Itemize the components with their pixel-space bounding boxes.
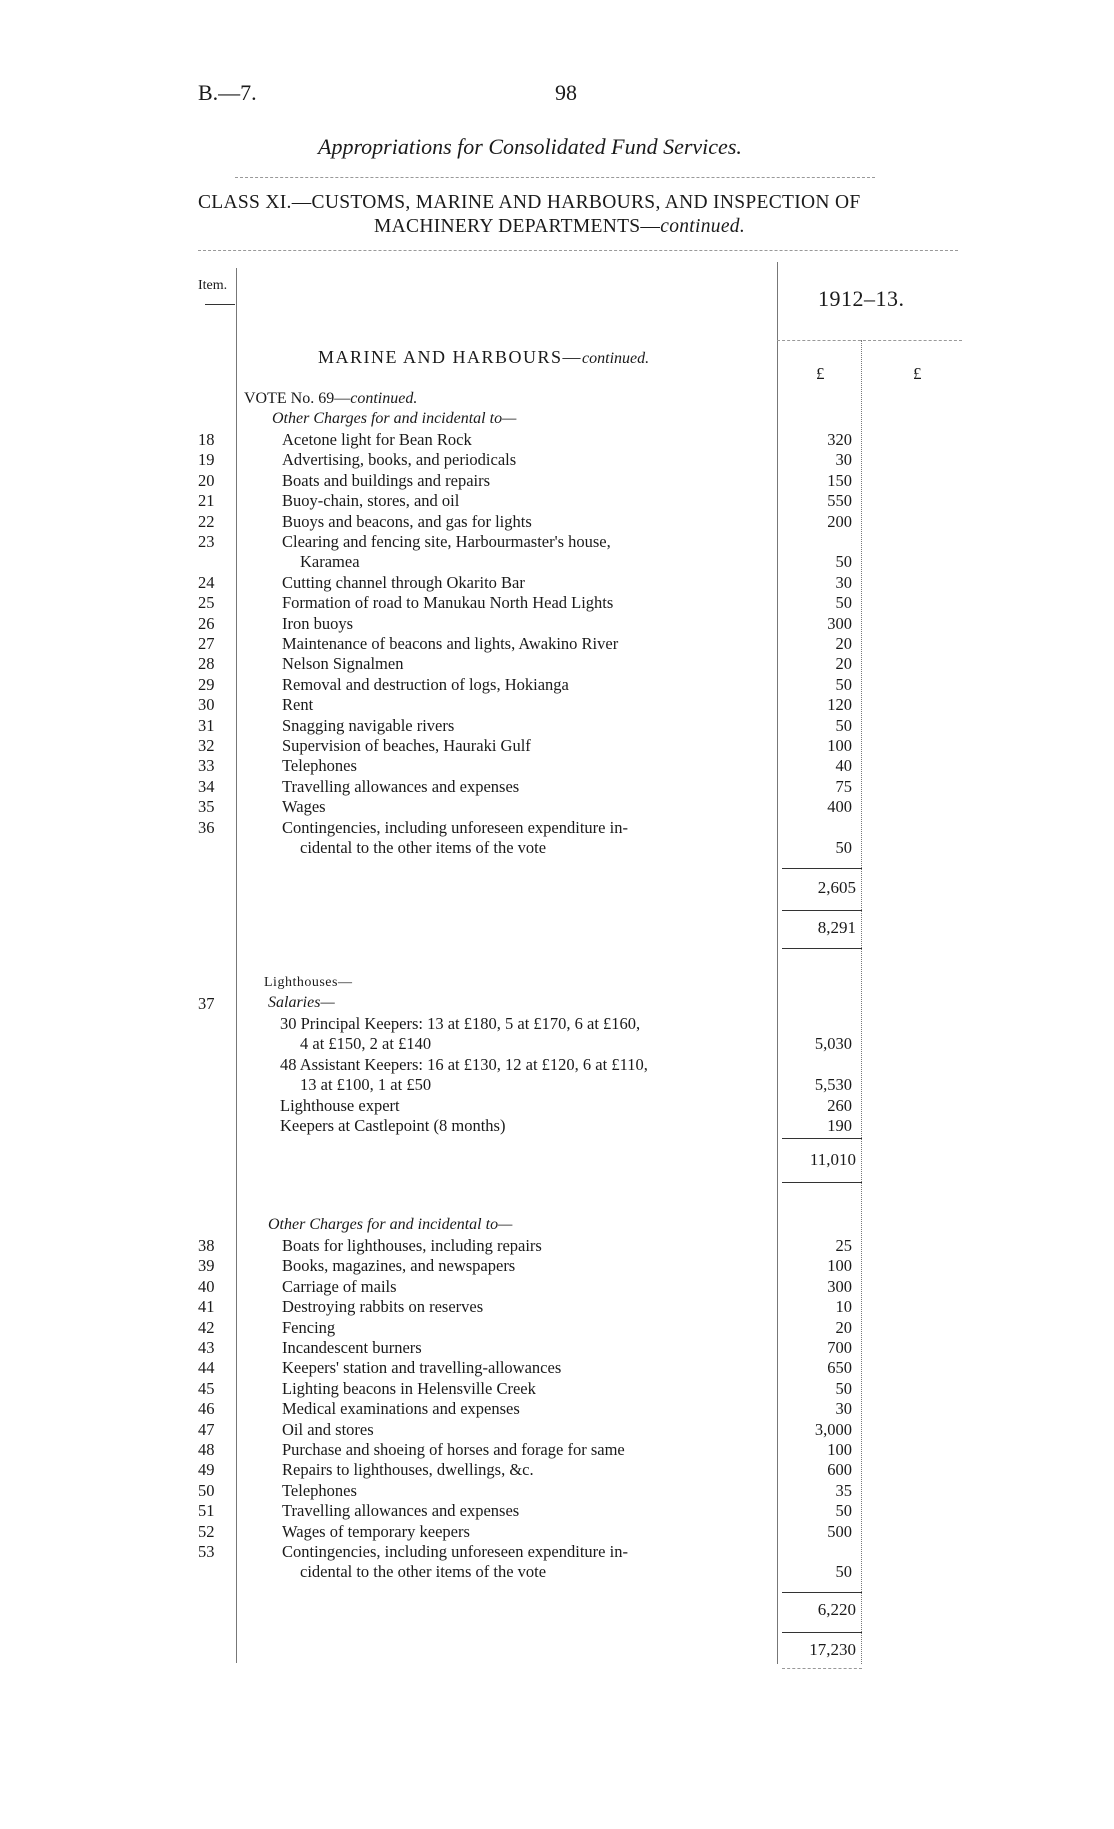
item-amount: 50: [835, 1378, 852, 1398]
item-amount: 50: [835, 715, 852, 735]
item-description: Removal and destruction of logs, Hokianga: [282, 674, 569, 694]
item-description: Purchase and shoeing of horses and forage for same: [282, 1440, 625, 1459]
table-row: [0, 818, 1114, 838]
class-heading-line1: CLASS XI.—CUSTOMS, MARINE AND HARBOURS, AND INSPECTION OF: [198, 192, 861, 213]
item-number: 47: [198, 1419, 215, 1439]
vote-heading: [244, 390, 417, 408]
item-number: 49: [198, 1460, 215, 1480]
item-amount: 20: [835, 654, 852, 674]
item-amount: 190: [827, 1116, 852, 1135]
item-amount: 20: [835, 634, 852, 653]
item-number: 25: [198, 593, 215, 613]
item-number: 48: [198, 1440, 215, 1459]
item-description: Incandescent burners: [282, 1338, 422, 1357]
item-number: 29: [198, 674, 215, 694]
other-charges-heading: Other Charges for and incidental to—: [268, 1216, 513, 1233]
item-amount: 300: [827, 613, 852, 633]
item-description: Travelling allowances and expenses: [282, 1501, 520, 1521]
item-description: Telephones: [282, 756, 357, 776]
table-row: [0, 1297, 1114, 1317]
table-row: [0, 1256, 1114, 1276]
item-description: Buoys and beacons, and gas for lights: [282, 511, 532, 531]
item-description-cont: cidental to the other items of the vote: [300, 1562, 547, 1582]
table-row: [0, 471, 1114, 491]
page-number: 98: [555, 80, 577, 105]
item-description-cont: 13 at £100, 1 at £50: [300, 1075, 432, 1095]
table-row: [0, 736, 1114, 756]
item-description: 30 Principal Keepers: 13 at £180, 5 at £170, 6 at £160,: [280, 1014, 641, 1033]
grand-total: 17,230: [809, 1640, 856, 1659]
class-divider: [198, 250, 958, 251]
table-row: [0, 430, 1114, 450]
item-amount: 600: [827, 1460, 852, 1480]
item-amount: 20: [835, 1317, 852, 1337]
table-row: [0, 1481, 1114, 1501]
item-amount: 500: [827, 1521, 852, 1541]
item-number: 33: [198, 756, 215, 776]
item-amount: 40: [835, 756, 852, 776]
item-amount: 30: [835, 572, 852, 592]
table-row-continuation: [0, 1075, 1114, 1095]
item-description-cont: 4 at £150, 2 at £140: [300, 1034, 432, 1054]
item-number: 21: [198, 491, 215, 511]
class-heading-continued: continued.: [660, 216, 746, 237]
item-number: 23: [198, 532, 215, 551]
item-amount: 400: [827, 797, 852, 817]
table-row: [0, 491, 1114, 511]
item-number: 51: [198, 1501, 215, 1521]
item-number: 31: [198, 715, 215, 735]
item-description: Contingencies, including unforeseen expenditure in-: [282, 1542, 628, 1561]
item-description: Books, magazines, and newspapers: [282, 1256, 516, 1276]
item-number: 26: [198, 613, 215, 633]
item-amount: 150: [827, 470, 852, 490]
table-row: [0, 1460, 1114, 1480]
table-row: [0, 777, 1114, 797]
item-number: 22: [198, 511, 215, 531]
lighthouses-salaries-heading: Salaries—: [268, 994, 335, 1011]
year-divider: [777, 340, 962, 341]
table-row: [0, 1277, 1114, 1297]
item-number: 30: [198, 695, 215, 715]
table-row: [0, 532, 1114, 552]
title-divider: [235, 177, 875, 178]
table-row: [0, 1236, 1114, 1256]
item-number: 27: [198, 634, 215, 653]
section-title-continued: continued.: [582, 350, 650, 367]
marine-sub-heading: Other Charges for and incidental to—: [272, 410, 517, 427]
item-amount: 320: [827, 430, 852, 449]
section-title-marine-text: MARINE AND HARBOURS—: [318, 347, 583, 367]
item-number: 19: [198, 450, 215, 470]
item-amount: 200: [827, 511, 852, 531]
table-row: [0, 1440, 1114, 1460]
item-amount: 100: [827, 736, 852, 755]
item-description: Repairs to lighthouses, dwellings, &c.: [282, 1460, 534, 1480]
item-number: 20: [198, 470, 215, 490]
salary-subtotal: 11,010: [809, 1150, 856, 1169]
table-row: [0, 1420, 1114, 1440]
table-row: [0, 1522, 1114, 1542]
table-row: [0, 1358, 1114, 1378]
item-number: 53: [198, 1542, 215, 1561]
item-amount: 25: [835, 1236, 852, 1255]
marine-total: 8,291: [817, 918, 856, 937]
item-number: 50: [198, 1480, 215, 1500]
class-heading-line2-text: MACHINERY DEPARTMENTS—: [374, 216, 661, 237]
marine-rule-2: [782, 910, 862, 911]
other-rule-1: [782, 1592, 862, 1593]
table-row: [0, 695, 1114, 715]
pound-column-1: £: [816, 364, 825, 383]
table-row: [0, 1399, 1114, 1419]
item-amount: 30: [835, 1399, 852, 1419]
item-amount: 50: [835, 838, 852, 857]
item-number: 40: [198, 1276, 215, 1296]
table-row: [0, 512, 1114, 532]
item-amount: 3,000: [814, 1419, 852, 1439]
item-description: Boats and buildings and repairs: [282, 470, 491, 490]
table-row: [0, 614, 1114, 634]
item-number: 34: [198, 776, 215, 796]
vote-heading-text: VOTE No. 69—: [244, 390, 351, 407]
marine-rule-1: [782, 868, 862, 869]
table-row: [0, 1014, 1114, 1034]
section-title-marine: [318, 347, 649, 368]
item-amount: 10: [835, 1297, 852, 1317]
table-row: [0, 797, 1114, 817]
item-amount: 50: [835, 1562, 852, 1582]
item-description: Carriage of mails: [282, 1276, 397, 1296]
table-row: [0, 654, 1114, 674]
item-description: Snagging navigable rivers: [282, 715, 455, 735]
item-number: 36: [198, 817, 215, 837]
item-number: 32: [198, 736, 215, 755]
item-description: Rent: [282, 695, 314, 715]
item-amount: 700: [827, 1338, 852, 1357]
other-rule-2: [782, 1632, 862, 1633]
class-heading-line2: [374, 216, 745, 238]
grand-total-rule: [782, 1668, 862, 1669]
item-header-underline: [205, 304, 235, 305]
table-row: [0, 634, 1114, 654]
item-number: 28: [198, 654, 215, 674]
item-description: Contingencies, including unforeseen expenditure in-: [282, 817, 628, 837]
item-description: Acetone light for Bean Rock: [282, 430, 472, 449]
item-description: Telephones: [282, 1480, 357, 1500]
other-subtotal: 6,220: [817, 1600, 856, 1619]
item-description: Wages: [282, 797, 326, 817]
item-description: Formation of road to Manukau North Head Lights: [282, 593, 614, 613]
table-row: [0, 593, 1114, 613]
table-row: [0, 1318, 1114, 1338]
page-title: Appropriations for Consolidated Fund Services.: [318, 134, 742, 159]
item-amount: 50: [835, 593, 852, 613]
item-amount: 30: [835, 450, 852, 470]
item-amount: 100: [827, 1440, 852, 1459]
table-row: [0, 1055, 1114, 1075]
table-row: [0, 1542, 1114, 1562]
item-amount: 50: [835, 674, 852, 694]
item-amount: 550: [827, 491, 852, 511]
item-number: 24: [198, 572, 215, 592]
item-number: 41: [198, 1297, 215, 1317]
table-row: [0, 1501, 1114, 1521]
item-description: 48 Assistant Keepers: 16 at £130, 12 at £120, 6 at £110,: [280, 1054, 648, 1074]
table-row: [0, 756, 1114, 776]
table-row: [0, 573, 1114, 593]
item-amount: 5,030: [814, 1034, 852, 1054]
table-row: [0, 1379, 1114, 1399]
table-row: [0, 675, 1114, 695]
item-description-cont: Karamea: [300, 552, 360, 572]
item-description: Boats for lighthouses, including repairs: [282, 1236, 542, 1255]
item-amount: 35: [835, 1480, 852, 1500]
fiscal-year-header: 1912–13.: [818, 286, 905, 311]
item-number: 39: [198, 1256, 215, 1276]
item-description: Travelling allowances and expenses: [282, 776, 520, 796]
item-description: Fencing: [282, 1317, 336, 1337]
item-description: Maintenance of beacons and lights, Awakino River: [282, 634, 619, 653]
item-description: Keepers' station and travelling-allowances: [282, 1358, 562, 1378]
item-description: Lighting beacons in Helensville Creek: [282, 1378, 536, 1398]
item-amount: 260: [827, 1095, 852, 1115]
item-description-cont: cidental to the other items of the vote: [300, 838, 547, 857]
item-description: Nelson Signalmen: [282, 654, 404, 674]
item-number: 38: [198, 1236, 215, 1255]
table-row: [0, 1096, 1114, 1116]
item-amount: 100: [827, 1256, 852, 1276]
item-description: Medical examinations and expenses: [282, 1399, 520, 1419]
item-description: Supervision of beaches, Hauraki Gulf: [282, 736, 531, 755]
item-description: Keepers at Castlepoint (8 months): [280, 1116, 506, 1135]
item-description: Clearing and fencing site, Harbourmaster's house,: [282, 532, 611, 551]
salary-rule-2: [782, 1182, 862, 1183]
lighthouses-heading: Lighthouses—: [264, 975, 353, 990]
item-description: Destroying rabbits on reserves: [282, 1297, 484, 1317]
table-row-continuation: [0, 552, 1114, 572]
item-number: 35: [198, 797, 215, 817]
item-amount: 650: [827, 1358, 852, 1378]
table-row-continuation: [0, 1034, 1114, 1054]
item-amount: 120: [827, 695, 852, 715]
item-number: 43: [198, 1338, 215, 1357]
document-code: B.—7.: [198, 80, 257, 105]
vote-heading-continued: continued.: [350, 390, 418, 407]
item-description: Lighthouse expert: [280, 1095, 400, 1115]
item-number: 46: [198, 1399, 215, 1419]
item-description: Oil and stores: [282, 1419, 374, 1439]
item-number: 52: [198, 1521, 215, 1541]
item-description: Buoy-chain, stores, and oil: [282, 491, 460, 511]
table-row: [0, 716, 1114, 736]
table-row: [0, 450, 1114, 470]
item-description: Wages of temporary keepers: [282, 1521, 470, 1541]
marine-subtotal: 2,605: [817, 878, 856, 897]
item-description: Advertising, books, and periodicals: [282, 450, 517, 470]
pound-column-2: £: [913, 364, 922, 383]
salary-rule: [782, 1138, 862, 1139]
item-amount: 50: [835, 552, 852, 572]
item-amount: 75: [835, 776, 852, 796]
item-amount: 300: [827, 1276, 852, 1296]
table-row: [0, 1338, 1114, 1358]
lighthouses-item-number: 37: [198, 994, 215, 1013]
item-number: 45: [198, 1378, 215, 1398]
item-description: Iron buoys: [282, 613, 354, 633]
item-number: 42: [198, 1317, 215, 1337]
marine-rule-3: [782, 948, 862, 949]
table-row: [0, 1116, 1114, 1136]
item-number: 44: [198, 1358, 215, 1378]
item-amount: 50: [835, 1501, 852, 1521]
item-amount: 5,530: [814, 1075, 852, 1095]
table-row-continuation: [0, 1562, 1114, 1582]
item-description: Cutting channel through Okarito Bar: [282, 572, 525, 592]
table-row-continuation: [0, 838, 1114, 858]
item-number: 18: [198, 430, 215, 449]
item-column-header: Item.: [198, 278, 228, 293]
